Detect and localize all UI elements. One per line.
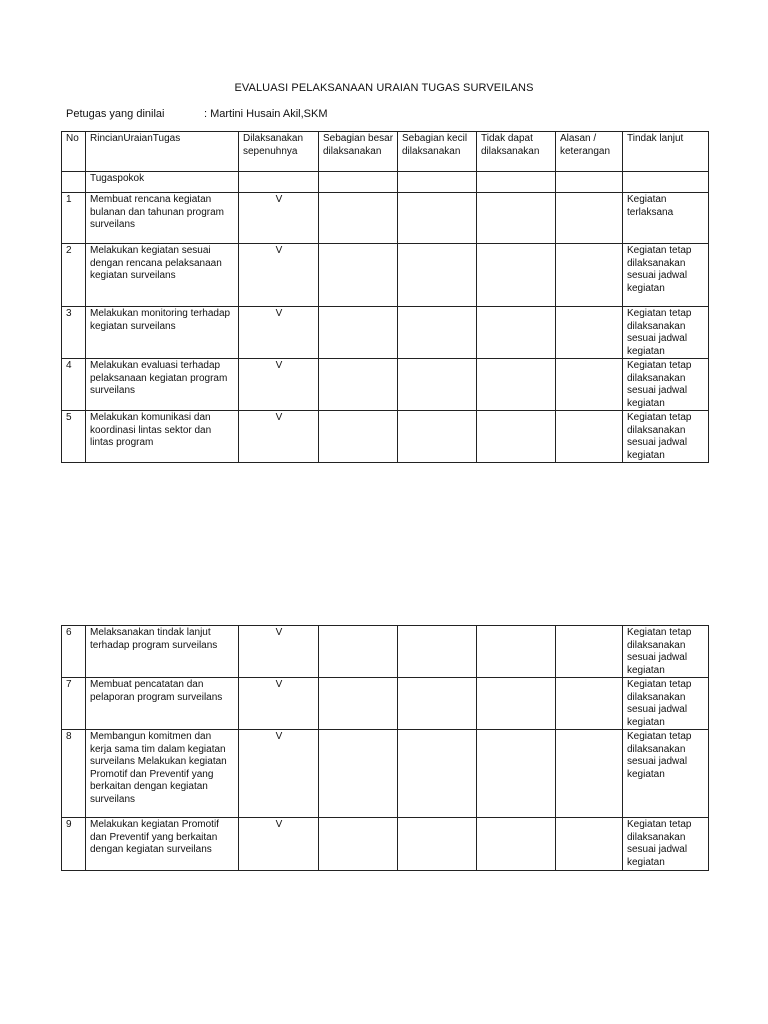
- header-fully: Dilaksanakan sepenuhnya: [239, 132, 319, 172]
- row-no: 2: [62, 244, 86, 307]
- row-no: 8: [62, 730, 86, 818]
- row-mark: V: [239, 678, 319, 730]
- row-no: 9: [62, 818, 86, 871]
- row-no: 4: [62, 359, 86, 411]
- row-follow-up: Kegiatan tetap dilaksanakan sesuai jadwal kegiatan: [623, 626, 709, 678]
- row-no: 1: [62, 193, 86, 244]
- row-no: 3: [62, 307, 86, 359]
- header-mostly: Sebagian besar dilaksanakan: [319, 132, 398, 172]
- header-follow-up: Tindak lanjut: [623, 132, 709, 172]
- table-row: [62, 411, 709, 463]
- header-row: [62, 132, 709, 172]
- row-task: Melakukan komunikasi dan koordinasi lintas sektor dan lintas program: [86, 411, 239, 463]
- row-task: Melakukan kegiatan Promotif dan Preventif yang berkaitan dengan kegiatan surveilans: [86, 818, 239, 871]
- header-task: RincianUraianTugas: [86, 132, 239, 172]
- table-row: [62, 244, 709, 307]
- table-row: [62, 193, 709, 244]
- row-mark: V: [239, 411, 319, 463]
- row-no: 5: [62, 411, 86, 463]
- row-follow-up: Kegiatan tetap dilaksanakan sesuai jadwal kegiatan: [623, 678, 709, 730]
- petugas-value: : Martini Husain Akil,SKM: [204, 108, 328, 120]
- table-row: [62, 307, 709, 359]
- row-mark: V: [239, 359, 319, 411]
- header-partly: Sebagian kecil dilaksanakan: [398, 132, 477, 172]
- row-mark: V: [239, 193, 319, 244]
- row-mark: V: [239, 244, 319, 307]
- row-task: Melakukan monitoring terhadap kegiatan surveilans: [86, 307, 239, 359]
- document-title: EVALUASI PELAKSANAAN URAIAN TUGAS SURVEILANS: [234, 82, 534, 94]
- row-follow-up: Kegiatan tetap dilaksanakan sesuai jadwal kegiatan: [623, 307, 709, 359]
- table-row: [62, 818, 709, 871]
- row-follow-up: Kegiatan tetap dilaksanakan sesuai jadwal kegiatan: [623, 411, 709, 463]
- row-mark: V: [239, 626, 319, 678]
- row-mark: V: [239, 818, 319, 871]
- row-task: Melaksanakan tindak lanjut terhadap program surveilans: [86, 626, 239, 678]
- row-task: Membuat pencatatan dan pelaporan program surveilans: [86, 678, 239, 730]
- section-label: Tugaspokok: [86, 172, 239, 193]
- row-follow-up: Kegiatan tetap dilaksanakan sesuai jadwal kegiatan: [623, 359, 709, 411]
- section-row: [62, 172, 709, 193]
- row-mark: V: [239, 730, 319, 818]
- row-no: 7: [62, 678, 86, 730]
- evaluation-table-page-2: [61, 625, 709, 871]
- header-not-done: Tidak dapat dilaksanakan: [477, 132, 556, 172]
- row-task: Melakukan kegiatan sesuai dengan rencana pelaksanaan kegiatan surveilans: [86, 244, 239, 307]
- evaluation-table-page-1: [61, 131, 709, 463]
- row-no: 6: [62, 626, 86, 678]
- table-row: [62, 626, 709, 678]
- row-follow-up: Kegiatan tetap dilaksanakan sesuai jadwal kegiatan: [623, 730, 709, 818]
- header-no: No: [62, 132, 86, 172]
- row-task: Melakukan evaluasi terhadap pelaksanaan kegiatan program surveilans: [86, 359, 239, 411]
- row-follow-up: Kegiatan terlaksana: [623, 193, 709, 244]
- petugas-label: Petugas yang dinilai: [66, 108, 165, 120]
- header-reason: Alasan / keterangan: [556, 132, 623, 172]
- table-row: [62, 678, 709, 730]
- row-follow-up: Kegiatan tetap dilaksanakan sesuai jadwal kegiatan: [623, 818, 709, 871]
- row-mark: V: [239, 307, 319, 359]
- table-row: [62, 730, 709, 818]
- row-task: Membangun komitmen dan kerja sama tim dalam kegiatan surveilans Melakukan kegiatan Promotif dan Preventif yang berkaitan dengan kegiatan surveilans: [86, 730, 239, 818]
- row-task: Membuat rencana kegiatan bulanan dan tahunan program surveilans: [86, 193, 239, 244]
- row-follow-up: Kegiatan tetap dilaksanakan sesuai jadwal kegiatan: [623, 244, 709, 307]
- table-row: [62, 359, 709, 411]
